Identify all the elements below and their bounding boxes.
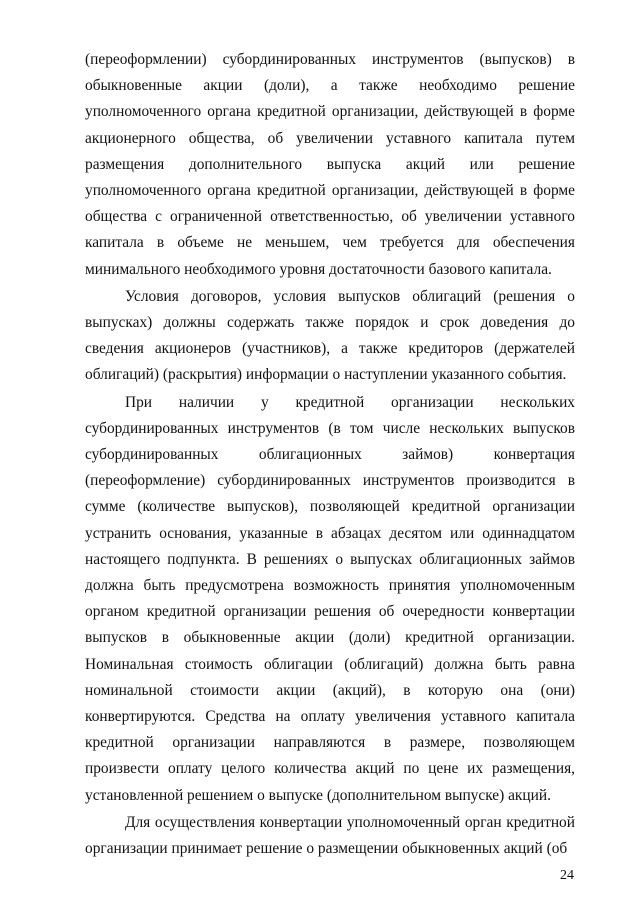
body-text bbox=[85, 47, 575, 862]
paragraph-conversion-decision: Для осуществления конвертации уполномоченный орган кредитной организации принимает решение о размещении обыкновенных акций (об bbox=[85, 813, 575, 858]
paragraph-contract-terms: Условия договоров, условия выпусков облигаций (решения о выпусках) должны содержать также порядок и срок доведения до сведения акционеров (участников), а также кредиторов (держателей облигаций) (раскрытия) информации о наступлении указанного события. bbox=[85, 287, 575, 384]
page-number: 24 bbox=[560, 868, 574, 883]
paragraph-multiple-instruments: При наличии у кредитной организации нескольких субординированных инструментов (в том числе нескольких выпусков субординированных облигационных займов) конвертация (переоформление) субординированных инструментов производится в сумме (количестве выпусков), позволяющей кредитной организации устранить основания, указанные в абзацах десятом или одиннадцатом настоящего подпункта. В решениях о выпусках облигационных займов должна быть предусмотрена возможность принятия уполномоченным органом кредитной организации решения об очередности конвертации выпусков в обыкновенные акции (доли) кредитной организации. Номинальная стоимость облигации (облигаций) должна быть равна номинальной стоимости акции (акций), в которую она (они) конвертируются. Средства на оплату увеличения уставного капитала кредитной организации направляются в размере, позволяющем произвести оплату целого количества акций по цене их размещения, установленной решением о выпуске (дополнительном выпуске) акций. bbox=[85, 393, 575, 804]
paragraph-continuation: (переоформлении) субординированных инструментов (выпусков) в обыкновенные акции (доли), а также необходимо решение уполномоченного органа кредитной организации, действующей в форме акционерного общества, об увеличении уставного капитала путем размещения дополнительного выпуска акций или решение уполномоченного органа кредитной организации, действующей в форме общества с ограниченной ответственностью, об увеличении уставного капитала в объеме не меньшем, чем требуется для обеспечения минимального необходимого уровня достаточности базового капитала. bbox=[85, 51, 575, 278]
